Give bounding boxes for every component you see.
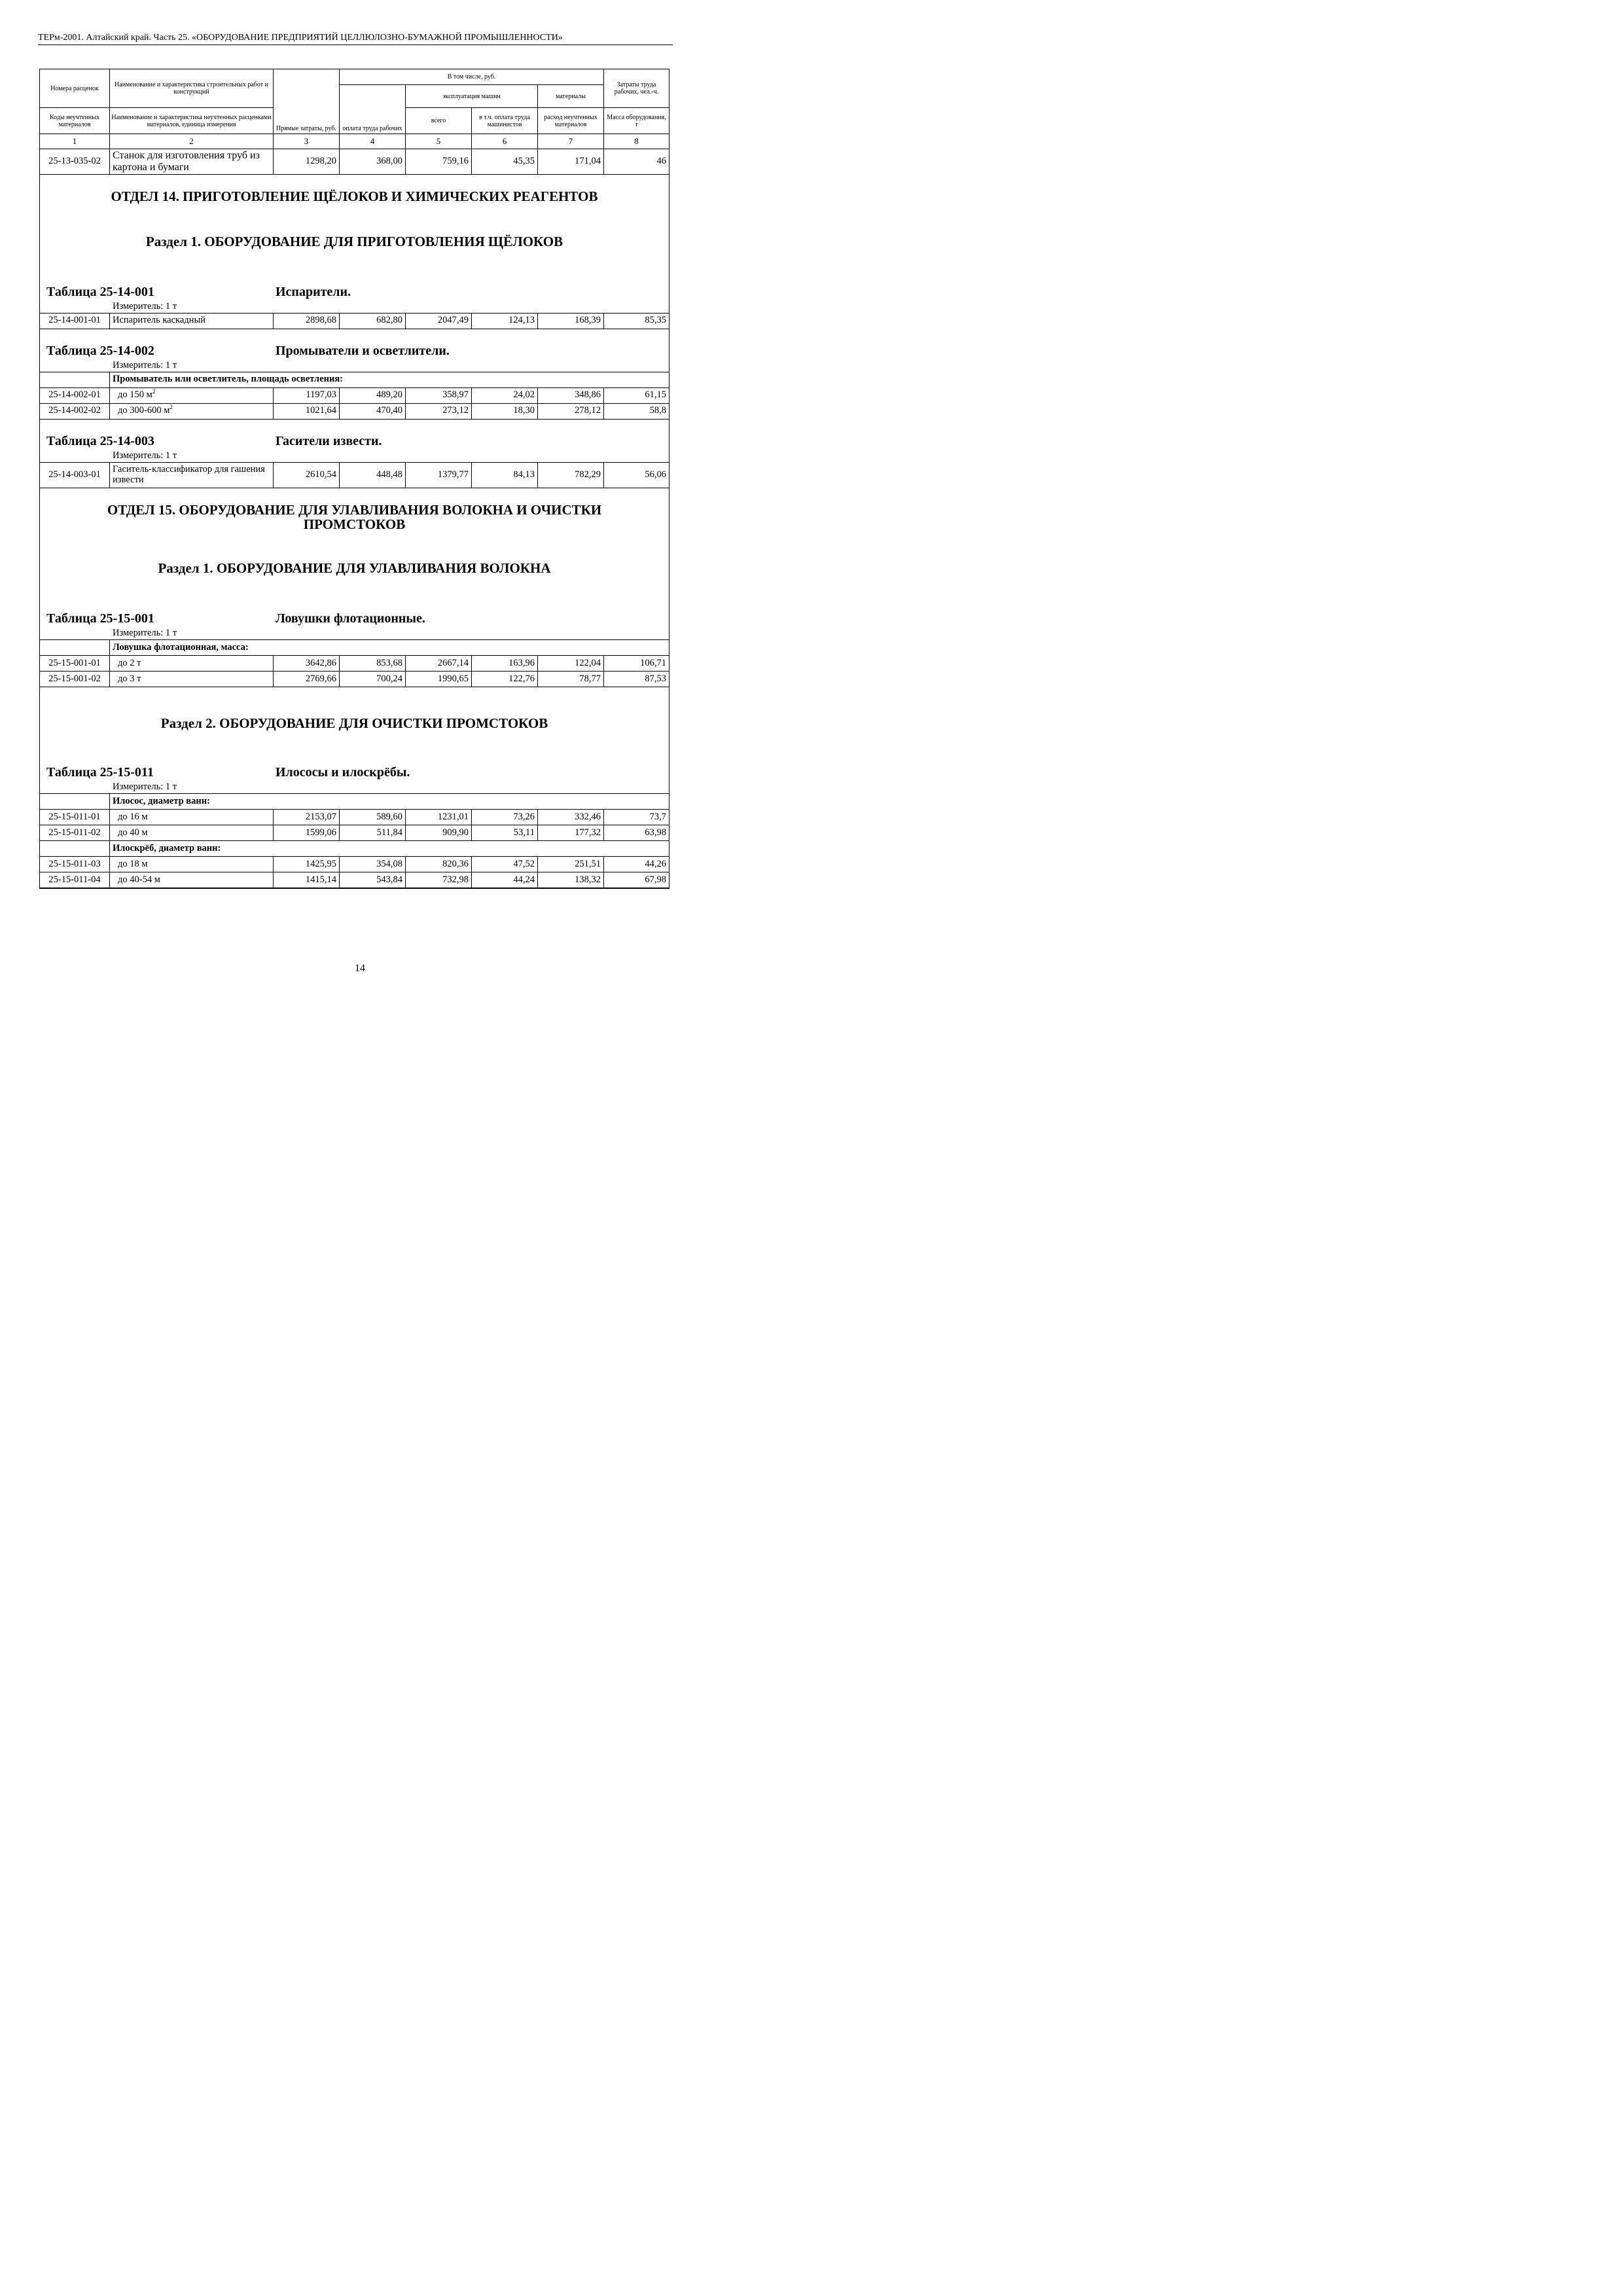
rate-value: 171,04	[538, 149, 604, 175]
table-row	[40, 149, 669, 175]
table-row	[40, 810, 669, 825]
page-number: 14	[355, 963, 365, 974]
table-row	[40, 825, 669, 841]
rate-value: 168,39	[538, 313, 604, 329]
col-code-bottom: Коды неучтенных материалов	[40, 108, 110, 134]
rate-value: 853,68	[340, 656, 406, 672]
col-name-top: Наименование и характеристика строительных работ и конструкций	[110, 69, 274, 108]
superscript: 2	[169, 404, 173, 411]
rate-value: 106,71	[604, 656, 669, 672]
rate-name: до 300-600 $м^2$	[110, 403, 274, 419]
rate-value: 759,16	[406, 149, 472, 175]
rate-code: 25-15-001-02	[40, 672, 110, 687]
rate-value: 2047,49	[406, 313, 472, 329]
col-name-bottom: Наименование и характеристика неучтенных расценками материалов, единица измерения	[110, 108, 274, 134]
rate-value: 1298,20	[274, 149, 340, 175]
rates-table	[39, 69, 669, 889]
rate-value: 46	[604, 149, 669, 175]
rate-value: 470,40	[340, 403, 406, 419]
col-unacc: расход неучтенных материалов	[538, 108, 604, 134]
rate-value: 732,98	[406, 872, 472, 889]
rate-value: 1231,01	[406, 810, 472, 825]
table-number: Таблица 25-14-003	[46, 433, 154, 448]
rate-value: 2153,07	[274, 810, 340, 825]
section-block	[40, 419, 669, 462]
col-num: 2	[110, 134, 274, 149]
rate-code: 25-14-002-01	[40, 387, 110, 403]
rate-value: 511,84	[340, 825, 406, 841]
rate-value: 273,12	[406, 403, 472, 419]
table-row	[40, 656, 669, 672]
rate-name: до 40 м	[110, 825, 274, 841]
measure-label: Измеритель: 1 т	[113, 359, 177, 370]
rate-code: 25-14-001-01	[40, 313, 110, 329]
table-row	[40, 672, 669, 687]
rate-value: 251,51	[538, 857, 604, 872]
table-row	[40, 403, 669, 419]
group-label: Илоскрёб, диаметр ванн:	[110, 841, 669, 857]
rate-value: 44,26	[604, 857, 669, 872]
table-row	[40, 462, 669, 488]
col-num: 5	[406, 134, 472, 149]
rate-value: 177,32	[538, 825, 604, 841]
department-title: ОТДЕЛ 15. ОБОРУДОВАНИЕ ДЛЯ УЛАВЛИВАНИЯ ВОЛОКНА И ОЧИСТКИ ПРОМСТОКОВ	[107, 501, 602, 533]
rate-value: 84,13	[472, 462, 538, 488]
table-name: Промыватели и осветлители.	[276, 343, 450, 358]
rate-code: 25-15-011-03	[40, 857, 110, 872]
rate-code: 25-14-002-02	[40, 403, 110, 419]
rate-value: 63,98	[604, 825, 669, 841]
section-block	[40, 488, 669, 639]
rate-value: 2898,68	[274, 313, 340, 329]
rate-value: 2769,66	[274, 672, 340, 687]
rate-value: 73,26	[472, 810, 538, 825]
table-number: Таблица 25-14-002	[46, 343, 154, 358]
table-row	[40, 387, 669, 403]
department-title: ОТДЕЛ 14. ПРИГОТОВЛЕНИЕ ЩЁЛОКОВ И ХИМИЧЕСКИХ РЕАГЕНТОВ	[111, 188, 598, 204]
rate-value: 782,29	[538, 462, 604, 488]
table-name: Испарители.	[276, 284, 351, 299]
rate-name: Станок для изготовления труб из картона и бумаги	[110, 149, 274, 175]
section-title: Раздел 2. ОБОРУДОВАНИЕ ДЛЯ ОЧИСТКИ ПРОМСТОКОВ	[160, 715, 548, 732]
table-row	[40, 857, 669, 872]
rate-name: до 40-54 м	[110, 872, 274, 889]
rate-value: 589,60	[340, 810, 406, 825]
col-num: 4	[340, 134, 406, 149]
rate-value: 489,20	[340, 387, 406, 403]
col-num: 6	[472, 134, 538, 149]
rate-value: 78,77	[538, 672, 604, 687]
table-name: Ловушки флотационные.	[276, 611, 425, 626]
measure-label: Измеритель: 1 т	[113, 628, 177, 639]
section-title: Раздел 1. ОБОРУДОВАНИЕ ДЛЯ УЛАВЛИВАНИЯ ВОЛОКНА	[158, 560, 551, 577]
rate-value: 1021,64	[274, 403, 340, 419]
rate-value: 138,32	[538, 872, 604, 889]
rate-value: 47,52	[472, 857, 538, 872]
rate-name: до 16 м	[110, 810, 274, 825]
section-block	[40, 687, 669, 794]
rate-value: 45,35	[472, 149, 538, 175]
rate-value: 56,06	[604, 462, 669, 488]
rate-value: 73,7	[604, 810, 669, 825]
rate-value: 354,08	[340, 857, 406, 872]
table-number: Таблица 25-15-001	[46, 611, 154, 626]
rate-value: 122,04	[538, 656, 604, 672]
col-num: 8	[604, 134, 669, 149]
rate-value: 44,24	[472, 872, 538, 889]
group-label: Промыватель или осветлитель, площадь осветления:	[110, 372, 669, 387]
col-mass: Масса оборудования, т	[604, 108, 669, 134]
rate-name: до 18 м	[110, 857, 274, 872]
rate-code: 25-15-001-01	[40, 656, 110, 672]
group-label: Илосос, диаметр ванн:	[110, 794, 669, 810]
col-machines: эксплуатация машин	[406, 85, 538, 108]
rate-code: 25-15-011-04	[40, 872, 110, 889]
rate-name: до 2 т	[110, 656, 274, 672]
rate-value: 1599,06	[274, 825, 340, 841]
col-direct: Прямые затраты, руб.	[274, 69, 340, 134]
rate-value: 2610,54	[274, 462, 340, 488]
rate-code: 25-14-003-01	[40, 462, 110, 488]
col-num: 1	[40, 134, 110, 149]
page-header: ТЕРм-2001. Алтайский край. Часть 25. «ОБОРУДОВАНИЕ ПРЕДПРИЯТИЙ ЦЕЛЛЮЛОЗНО-БУМАЖНОЙ ПРОМЫШЛЕННОСТИ»	[38, 33, 673, 45]
measure-label: Измеритель: 1 т	[113, 781, 177, 793]
col-num: 7	[538, 134, 604, 149]
col-incl: В том числе, руб.	[340, 69, 604, 85]
rate-value: 909,90	[406, 825, 472, 841]
rate-value: 87,53	[604, 672, 669, 687]
section-block	[40, 329, 669, 372]
rate-code: 25-15-011-01	[40, 810, 110, 825]
col-labor: оплата труда рабочих	[340, 85, 406, 134]
section-block	[40, 175, 669, 314]
rate-name: до 150 $м^2$	[110, 387, 274, 403]
rate-code: 25-13-035-02	[40, 149, 110, 175]
rate-value: 448,48	[340, 462, 406, 488]
rate-value: 1415,14	[274, 872, 340, 889]
rate-name: Испаритель каскадный	[110, 313, 274, 329]
rate-value: 820,36	[406, 857, 472, 872]
rate-value: 278,12	[538, 403, 604, 419]
table-row	[40, 313, 669, 329]
rate-value: 67,98	[604, 872, 669, 889]
rate-value: 122,76	[472, 672, 538, 687]
rate-value: 53,11	[472, 825, 538, 841]
section-title: Раздел 1. ОБОРУДОВАНИЕ ДЛЯ ПРИГОТОВЛЕНИЯ ЩЁЛОКОВ	[145, 233, 563, 249]
group-label: Ловушка флотационная, масса:	[110, 640, 669, 656]
rate-value: 543,84	[340, 872, 406, 889]
rate-value: 58,8	[604, 403, 669, 419]
rate-value: 1425,95	[274, 857, 340, 872]
rate-value: 682,80	[340, 313, 406, 329]
rate-value: 1990,65	[406, 672, 472, 687]
rate-value: 3642,86	[274, 656, 340, 672]
rate-code: 25-15-011-02	[40, 825, 110, 841]
col-work: Затраты труда рабочих, чел.-ч.	[604, 69, 669, 108]
table-number: Таблица 25-14-001	[46, 284, 154, 299]
rate-value: 348,86	[538, 387, 604, 403]
rate-value: 24,02	[472, 387, 538, 403]
rate-value: 1379,77	[406, 462, 472, 488]
rate-value: 85,35	[604, 313, 669, 329]
measure-label: Измеритель: 1 т	[113, 450, 177, 461]
col-num: 3	[274, 134, 340, 149]
col-code-top: Номера расценок	[40, 69, 110, 108]
col-incl-operators: в т.ч. оплата труда машинистов	[472, 108, 538, 134]
rate-value: 1197,03	[274, 387, 340, 403]
table-name: Гасители извести.	[276, 433, 382, 448]
table-number: Таблица 25-15-011	[46, 765, 154, 780]
rate-value: 18,30	[472, 403, 538, 419]
rate-value: 61,15	[604, 387, 669, 403]
measure-label: Измеритель: 1 т	[113, 300, 177, 312]
superscript: 2	[152, 388, 156, 395]
rate-value: 2667,14	[406, 656, 472, 672]
rate-value: 163,96	[472, 656, 538, 672]
col-total: всего	[406, 108, 472, 134]
rate-name: до 3 т	[110, 672, 274, 687]
rate-value: 368,00	[340, 149, 406, 175]
rate-name: Гаситель-классификатор для гашения извести	[110, 462, 274, 488]
rate-value: 332,46	[538, 810, 604, 825]
rate-value: 358,97	[406, 387, 472, 403]
col-materials: материалы	[538, 85, 604, 108]
rate-value: 700,24	[340, 672, 406, 687]
table-name: Илососы и илоскрёбы.	[276, 765, 410, 780]
rate-value: 124,13	[472, 313, 538, 329]
table-row	[40, 872, 669, 889]
